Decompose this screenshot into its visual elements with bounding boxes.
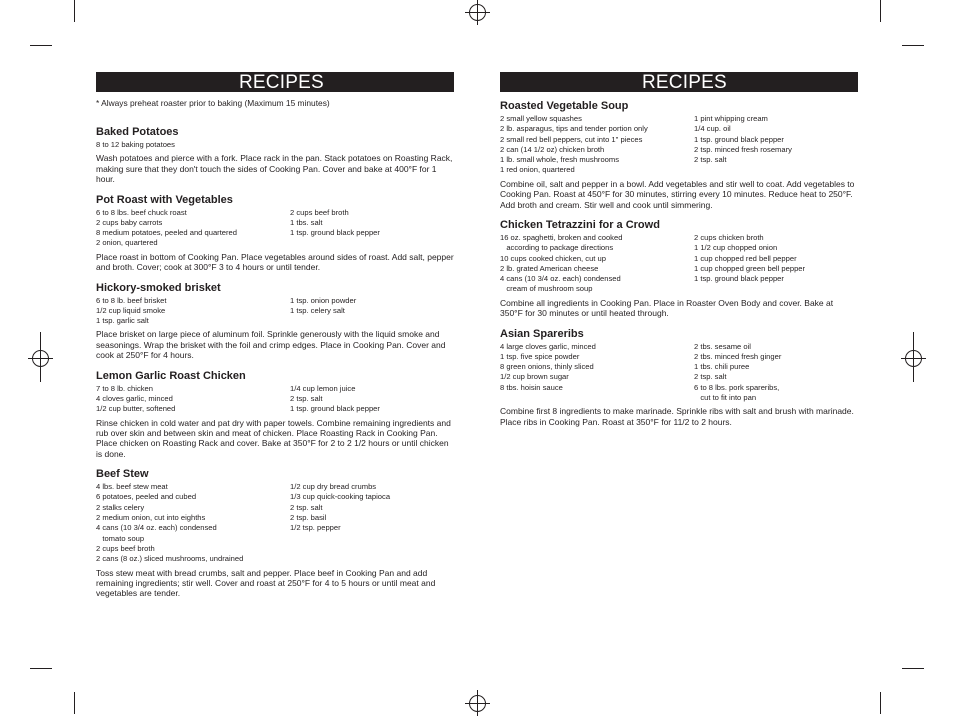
ingredient: 1/2 cup brown sugar xyxy=(500,372,569,382)
ingredient-list xyxy=(96,384,454,415)
ingredient: 6 to 8 lbs. beef chuck roast xyxy=(96,207,187,217)
recipe-title: Baked Potatoes xyxy=(96,126,179,138)
ingredient: 4 cloves garlic, minced xyxy=(96,393,173,403)
ingredient: 2 cups beef broth xyxy=(96,543,155,553)
ingredient: 2 tbs. sesame oil xyxy=(694,341,751,351)
recipe-baked-potatoes xyxy=(96,125,454,185)
ingredient: 7 to 8 lb. chicken xyxy=(96,383,153,393)
recipe-title: Chicken Tetrazzini for a Crowd xyxy=(500,219,660,231)
ingredient: 1 pint whipping cream xyxy=(694,114,768,123)
ingredient: 2 cups chicken broth xyxy=(694,233,764,242)
crop-mark xyxy=(913,332,914,382)
ingredient: 2 onion, quartered xyxy=(96,238,158,248)
ingredient: tomato soup xyxy=(96,533,145,543)
crop-mark xyxy=(74,0,75,22)
ingredient: 6 potatoes, peeled and cubed xyxy=(96,492,197,502)
ingredient: 1/2 cup dry bread crumbs xyxy=(290,482,377,492)
ingredient: 2 lb. grated American cheese xyxy=(500,263,599,273)
recipe-hickory-brisket xyxy=(96,281,454,361)
recipe-title: Lemon Garlic Roast Chicken xyxy=(96,369,246,382)
ingredient: 1/4 cup lemon juice xyxy=(290,383,356,393)
crop-mark xyxy=(30,668,52,669)
recipe-roasted-vegetable-soup xyxy=(500,99,858,210)
ingredient: 8 medium potatoes, peeled and quartered xyxy=(96,228,238,238)
ingredient: 4 lbs. beef stew meat xyxy=(96,482,168,492)
registration-mark-icon xyxy=(469,695,486,712)
ingredient: 2 tsp. minced fresh rosemary xyxy=(694,144,792,154)
ingredient: 1/3 cup quick-cooking tapioca xyxy=(290,492,391,502)
ingredient-column xyxy=(694,233,858,295)
ingredient: cream of mushroom soup xyxy=(500,284,593,294)
recipe-pot-roast xyxy=(96,193,454,273)
ingredient: 8 to 12 baking potatoes xyxy=(96,140,175,149)
ingredient: 2 tsp. basil xyxy=(290,513,327,523)
ingredient-list xyxy=(96,296,454,327)
ingredient: 1 tbs. chili puree xyxy=(694,362,750,372)
crop-mark xyxy=(902,668,924,669)
directions: Combine oil, salt and pepper in a bowl. Add vegetables and stir well to coat. Add vegetables to Cooking Pan. Roast at 450°F for 30 minutes, stirring every 10 minutes. Reduce heat to 250°F. Add broth and cream. Stir well and cook until simmering. xyxy=(500,178,855,210)
section-banner: RECIPES xyxy=(96,72,454,92)
ingredient-column xyxy=(500,233,694,295)
crop-mark xyxy=(880,692,881,714)
directions: Combine all ingredients in Cooking Pan. Place in Roaster Oven Body and cover. Bake at 350°F for 30 minutes or until heated through. xyxy=(500,297,834,319)
ingredient-list xyxy=(96,140,454,150)
ingredient: 4 large cloves garlic, minced xyxy=(500,341,596,351)
ingredient: 1 red onion, quartered xyxy=(500,165,575,175)
ingredient-column xyxy=(290,208,454,249)
ingredient: 2 lb. asparagus, tips and tender portion only xyxy=(500,124,648,134)
ingredient-column xyxy=(96,296,290,327)
directions: Toss stew meat with bread crumbs, salt and pepper. Place beef in Cooking Pan and add remaining ingredients; stir well. Cover and roast at 250°F for 4 to 5 hours or until meat and vegetables are tender. xyxy=(96,567,436,599)
ingredient: 2 cups baby carrots xyxy=(96,217,163,227)
ingredient: 1 tsp. ground black pepper xyxy=(694,274,784,284)
ingredient-list xyxy=(500,342,858,404)
ingredient: 2 cups beef broth xyxy=(290,207,349,217)
ingredient: 2 medium onion, cut into eighths xyxy=(96,513,206,523)
left-page xyxy=(96,72,454,599)
recipe-lemon-garlic-chicken xyxy=(96,369,454,460)
ingredient-column xyxy=(500,114,694,176)
ingredient-column xyxy=(290,482,454,564)
ingredient: cut to fit into pan xyxy=(694,393,757,403)
ingredient: 2 tsp. salt xyxy=(694,372,727,382)
directions: Wash potatoes and pierce with a fork. Place rack in the pan. Stack potatoes on Roasting Rack, making sure that they don't touch the sides of Cooking Pan. Cover and bake at 400°F for 1 hour. xyxy=(96,153,453,185)
ingredient-column xyxy=(96,208,290,249)
recipe-title: Beef Stew xyxy=(96,468,149,481)
directions: Rinse chicken in cold water and pat dry with paper towels. Combine remaining ingredients and rub over skin and between skin and meat of chicken. Place Roasting Rack in Cooking Pan. Place chicken on Roasting Rack and cover. Bake at 350°F for 2 to 2 1/2 hours or until chicken is done. xyxy=(96,417,451,459)
recipe-title: Roasted Vegetable Soup xyxy=(500,100,629,112)
recipe-beef-stew xyxy=(96,467,454,599)
ingredient: 1 tsp. garlic salt xyxy=(96,316,149,326)
recipe-title: Asian Spareribs xyxy=(500,327,584,340)
crop-mark xyxy=(30,45,52,46)
crop-mark xyxy=(74,692,75,714)
ingredient: 6 to 8 lb. beef brisket xyxy=(96,295,167,305)
recipe-asian-spareribs xyxy=(500,327,858,428)
directions: Place brisket on large piece of aluminum foil. Sprinkle generously with the liquid smoke and seasonings. Wrap the brisket with the foil and crimp edges. Place in Cooking Pan. Cover and cook at 250°F for 4 hours. xyxy=(96,329,446,361)
ingredient-list xyxy=(96,482,454,564)
ingredient-column xyxy=(290,296,454,327)
ingredient: 8 tbs. hoisin sauce xyxy=(500,382,563,392)
right-page xyxy=(500,72,858,427)
ingredient: 2 can (14 1/2 oz) chicken broth xyxy=(500,144,605,154)
ingredient: 1 tsp. ground black pepper xyxy=(290,404,380,414)
ingredient-column xyxy=(96,482,290,564)
ingredient-column xyxy=(694,342,858,404)
crop-mark xyxy=(880,0,881,22)
ingredient: 2 small red bell peppers, cut into 1" pieces xyxy=(500,134,643,144)
ingredient: 1/2 cup liquid smoke xyxy=(96,305,166,315)
ingredient: 2 tsp. salt xyxy=(290,393,323,403)
ingredient: 2 tbs. minced fresh ginger xyxy=(694,351,782,361)
ingredient-column xyxy=(290,384,454,415)
ingredient: 2 cans (8 oz.) sliced mushrooms, undrained xyxy=(96,554,244,564)
directions: Place roast in bottom of Cooking Pan. Place vegetables around sides of roast. Add salt, pepper and broth. Cover; cook at 300°F 3 to 4 hours or until tender. xyxy=(96,251,454,273)
ingredient: 1 tsp. onion powder xyxy=(290,295,357,305)
section-banner: RECIPES xyxy=(500,72,858,92)
crop-mark xyxy=(902,45,924,46)
ingredient-list xyxy=(96,208,454,249)
ingredient: 2 small yellow squashes xyxy=(500,114,582,123)
ingredient: according to package directions xyxy=(500,243,614,253)
preheat-note: * Always preheat roaster prior to baking (Maximum 15 minutes) xyxy=(96,98,330,108)
ingredient: 2 tsp. salt xyxy=(694,155,727,165)
recipe-title: Pot Roast with Vegetables xyxy=(96,193,233,206)
directions: Combine first 8 ingredients to make marinade. Sprinkle ribs with salt and brush with marinade. Place ribs in Cooking Pan. Roast at 350°F for 11/2 to 2 hours. xyxy=(500,406,854,427)
ingredient: 16 oz. spaghetti, broken and cooked xyxy=(500,233,623,242)
ingredient: 4 cans (10 3/4 oz. each) condensed xyxy=(96,523,217,533)
ingredient: 1 tsp. celery salt xyxy=(290,305,345,315)
ingredient: 1 1/2 cup chopped onion xyxy=(694,243,778,253)
ingredient: 1/4 cup. oil xyxy=(694,124,731,134)
registration-mark-icon xyxy=(469,4,486,21)
ingredient: 2 tsp. salt xyxy=(290,502,323,512)
ingredient: 8 green onions, thinly sliced xyxy=(500,362,594,372)
ingredient: 10 cups cooked chicken, cut up xyxy=(500,253,606,263)
ingredient: 1 tsp. five spice powder xyxy=(500,351,580,361)
ingredient-column xyxy=(500,342,694,404)
ingredient: 1 cup chopped red bell pepper xyxy=(694,253,797,263)
ingredient: 1 tsp. ground black pepper xyxy=(290,228,380,238)
crop-mark xyxy=(40,332,41,382)
ingredient-list xyxy=(500,114,858,176)
ingredient: 6 to 8 lbs. pork spareribs, xyxy=(694,382,780,392)
ingredient: 1/2 cup butter, softened xyxy=(96,404,176,414)
ingredient-list xyxy=(500,233,858,295)
recipe-title: Hickory-smoked brisket xyxy=(96,281,221,294)
ingredient: 1 cup chopped green bell pepper xyxy=(694,263,806,273)
ingredient: 1 lb. small whole, fresh mushrooms xyxy=(500,155,620,165)
recipe-chicken-tetrazzini xyxy=(500,218,858,319)
ingredient: 1 tsp. ground black pepper xyxy=(694,134,784,144)
ingredient: 1 tbs. salt xyxy=(290,217,323,227)
ingredient: 1/2 tsp. pepper xyxy=(290,523,341,533)
ingredient: 2 stalks celery xyxy=(96,502,145,512)
ingredient-column xyxy=(694,114,858,176)
ingredient-column xyxy=(96,384,290,415)
ingredient: 4 cans (10 3/4 oz. each) condensed xyxy=(500,274,621,284)
